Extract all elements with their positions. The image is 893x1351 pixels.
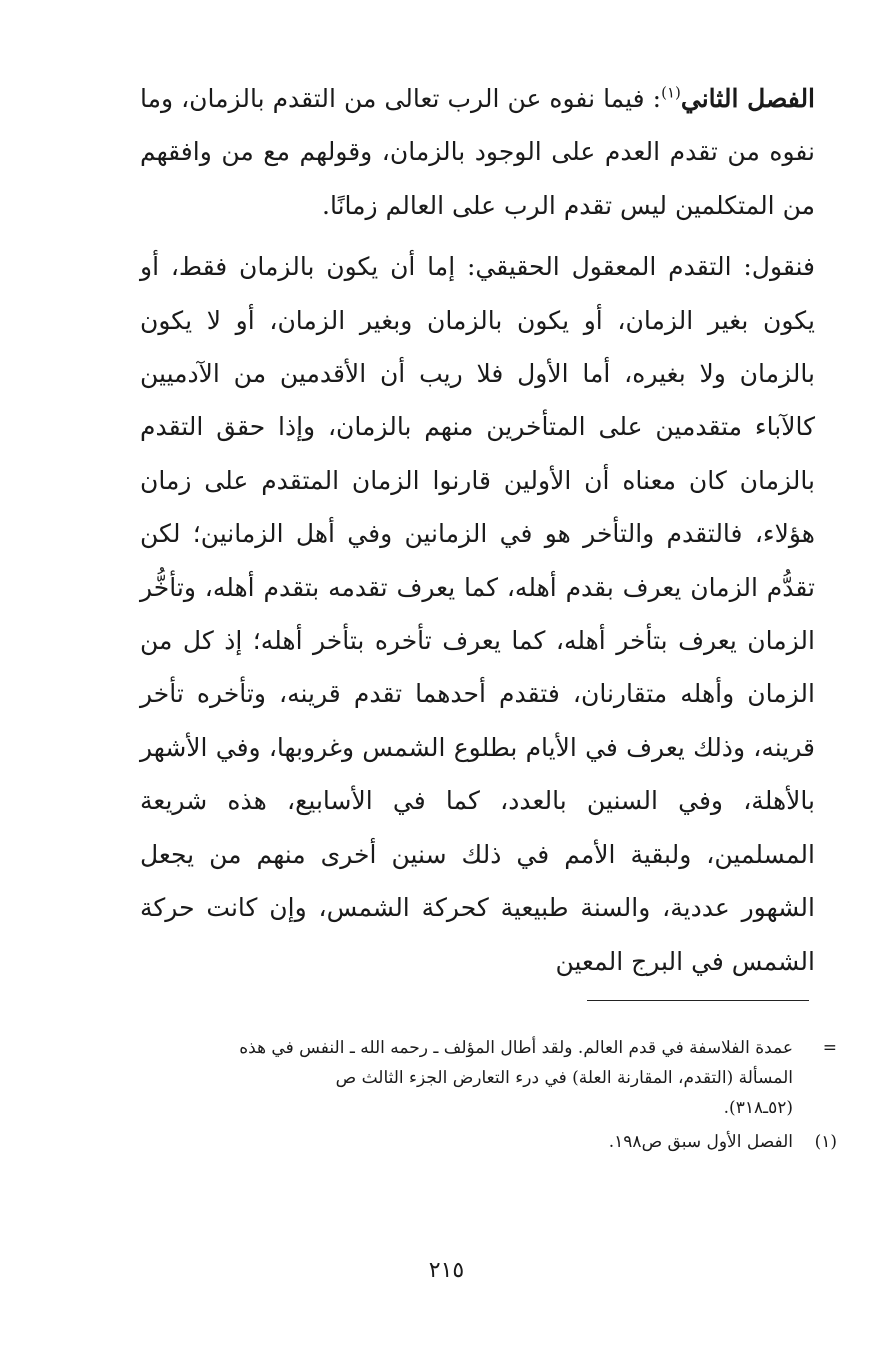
chapter-title: الفصل الثاني [680,84,816,113]
footnote-continued-marker: = [822,1038,837,1058]
paragraph-1-text: : فيما نفوه عن الرب تعالى من التقدم بالزمان، وما نفوه من تقدم العدم على الوجود بالزمان، وقولهم مع من وافقهم من المتكلمين ليس تقدم الرب على العالم زمانًا. [140,84,815,220]
paragraph-2: فنقول: التقدم المعقول الحقيقي: إما أن يكون بالزمان فقط، أو يكون بغير الزمان، أو يكون بالزمان وبغير الزمان، أو لا يكون بالزمان ولا بغيره، أما الأول فلا ريب أن الأقدمين من الآدميين كالآباء متقدمين على المتأخرين منهم بالزمان، وإذا حقق التقدم بالزمان كان معناه أن الأولين قارنوا الزمان المتقدم على زمان هؤلاء، فالتقدم والتأخر هو في الزمانين وفي أهل الزمانين؛ لكن تقدُّم الزمان يعرف بقدم أهله، كما يعرف تقدمه بتقدم أهله، وتأخُّر الزمان يعرف بتأخر أهله، كما يعرف تأخره بتأخر أهله؛ إذ كل من الزمان وأهله متقارنان، فتقدم أحدهما تقدم قرينه، وتأخره تأخر قرينه، وذلك يعرف في الأيام بطلوع الشمس وغروبها، وفي الأشهر بالأهلة، وفي السنين بالعدد، كما في الأسابيع، هذه شريعة المسلمين، ولبقية الأمم في ذلك سنين أخرى منهم من يجعل الشهور عددية، والسنة طبيعية كحركة الشمس، وإن كانت حركة الشمس في البرج المعين [140,252,815,976]
footnote-continued-line: (٥٢ـ٣١٨). [723,1098,793,1118]
footnote-continued-line: عمدة الفلاسفة في قدم العالم. ولقد أطال المؤلف ـ رحمه الله ـ النفس في هذه [239,1038,793,1058]
footnote-reference[interactable]: (١) [661,83,681,102]
footnote-continued-text [140,1033,793,1123]
footnote-1-text: الفصل الأول سبق ص١٩٨. [608,1132,793,1152]
footnote-separator [587,1000,809,1001]
footnote-1 [140,1127,837,1157]
page-number: ٢١٥ [428,1258,465,1283]
footnote-1-marker: (١) [814,1132,837,1152]
paragraph-1 [140,72,815,232]
footnote-continued-line: المسألة (التقدم، المقارنة العلة) في درء التعارض الجزء الثالث ص [335,1068,793,1088]
footnote-continued [140,1033,837,1123]
footnotes-section [140,1033,837,1157]
main-text-block [140,72,815,988]
